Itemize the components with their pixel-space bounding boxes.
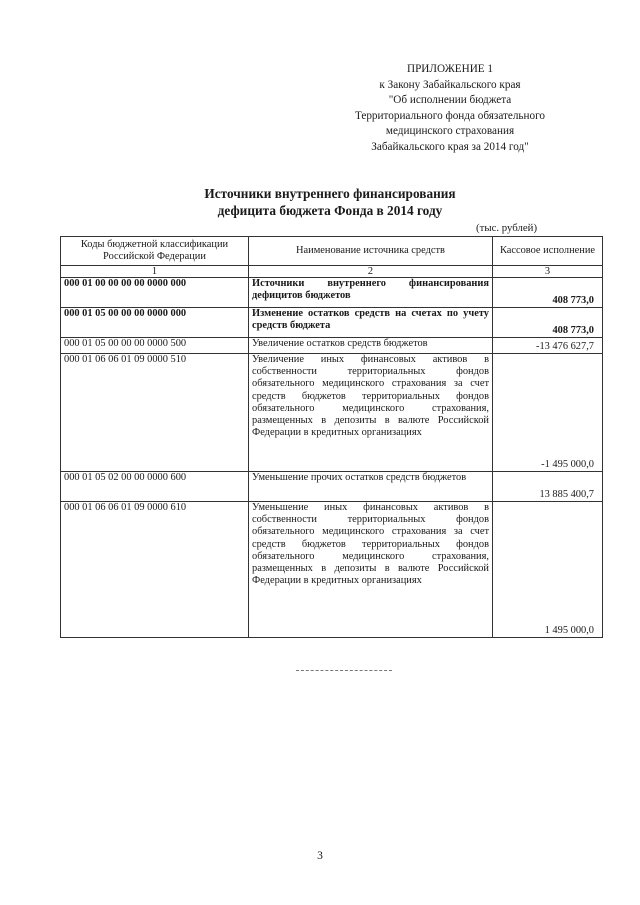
table-row (61, 472, 603, 502)
appendix-line: "Об исполнении бюджета (388, 94, 512, 106)
row-code: 000 01 00 00 00 00 0000 000 (61, 278, 249, 308)
table-row (61, 502, 603, 638)
row-code: 000 01 05 00 00 00 0000 500 (61, 338, 249, 354)
column-number: 1 (61, 266, 249, 278)
appendix-line: к Закону Забайкальского края (379, 78, 521, 91)
row-code: 000 01 06 06 01 09 0000 610 (61, 502, 249, 638)
title-line-2: дефицита бюджета Фонда в 2014 году (217, 203, 443, 218)
table-row (61, 308, 603, 338)
row-amount: 408 773,0 (493, 278, 603, 308)
document-title (130, 185, 530, 219)
table-row (61, 354, 603, 472)
row-amount: 13 885 400,7 (493, 472, 603, 502)
appendix-header (330, 62, 570, 155)
header-name: Наименование источника средств (249, 237, 493, 266)
row-name: Увеличение иных финансовых активов в собственности территориальных фондов обязательного медицинского страхования за счет средств бюджетов территориальных фондов обязательного медицинского страхования, размещенных в депозиты в валюте Российской Федерации в кредитных организациях (249, 354, 493, 472)
appendix-line: Территориального фонда обязательного (354, 109, 546, 122)
table-row (61, 338, 603, 354)
column-number-row (61, 266, 603, 278)
row-code: 000 01 05 00 00 00 0000 000 (61, 308, 249, 338)
financing-sources-table (60, 236, 603, 638)
row-name: Источники внутреннего финансирования дефицитов бюджетов (249, 278, 493, 308)
table-row (61, 278, 603, 308)
row-amount: -13 476 627,7 (493, 338, 603, 354)
row-amount: 408 773,0 (493, 308, 603, 338)
row-name: Увеличение остатков средств бюджетов (249, 338, 493, 354)
row-code: 000 01 06 06 01 09 0000 510 (61, 354, 249, 472)
closing-dash-line (296, 670, 392, 671)
header-amount: Кассовое исполнение (493, 237, 603, 266)
appendix-line: медицинского страхования (385, 125, 515, 137)
title-line-1: Источники внутреннего финансирования (204, 186, 456, 201)
appendix-line: Забайкальского края за 2014 год" (371, 140, 529, 153)
column-number: 3 (493, 266, 603, 278)
row-name: Изменение остатков средств на счетах по учету средств бюджета (249, 308, 493, 338)
units-label: (тыс. рублей) (476, 222, 538, 234)
column-number: 2 (249, 266, 493, 278)
appendix-line: ПРИЛОЖЕНИЕ 1 (406, 63, 493, 75)
row-name: Уменьшение прочих остатков средств бюджетов (249, 472, 493, 502)
row-amount: -1 495 000,0 (493, 354, 603, 472)
page-number: 3 (317, 850, 323, 862)
row-name: Уменьшение иных финансовых активов в собственности территориальных фондов обязательного медицинского страхования за счет средств бюджетов территориальных фондов обязательного медицинского страхования, размещенных в депозиты в валюте Российской Федерации в кредитных организациях (249, 502, 493, 638)
header-code: Коды бюджетной классификации Российской Федерации (61, 237, 249, 266)
row-code: 000 01 05 02 00 00 0000 600 (61, 472, 249, 502)
row-amount: 1 495 000,0 (493, 502, 603, 638)
